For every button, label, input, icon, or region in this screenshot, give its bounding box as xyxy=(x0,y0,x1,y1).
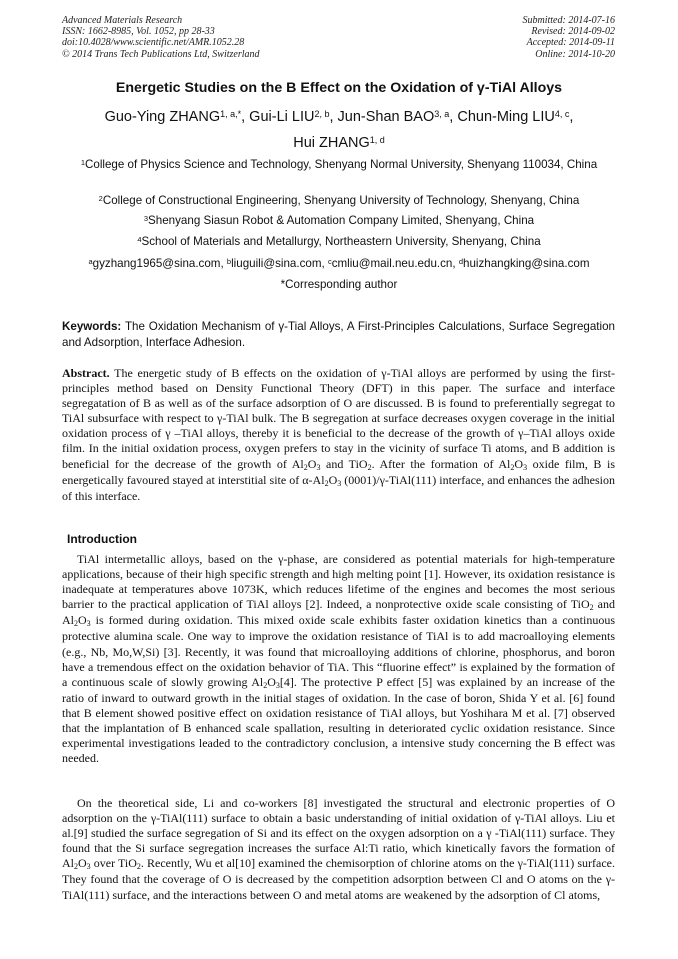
author-list xyxy=(40,104,638,156)
email-b[interactable]: liuguili@sina.com xyxy=(231,257,322,270)
author-2: Gui-Li LIU$^{2, b}$, xyxy=(249,109,338,125)
accepted-date: Accepted: 2014-09-11 xyxy=(526,37,615,49)
affiliation-1: $^1$College of Physics Science and Technology, Shenyang Normal University, Shenyang 110034, China xyxy=(80,158,598,171)
abstract-label: Abstract. xyxy=(62,366,110,380)
affiliation-4: $^4$School of Materials and Metallurgy, Northeastern University, Shenyang, China xyxy=(137,235,541,248)
email-a[interactable]: gyzhang1965@sina.com xyxy=(92,257,221,270)
email-c[interactable]: cmliu@mail.neu.edu.cn xyxy=(331,257,453,270)
introduction-heading: Introduction xyxy=(67,532,137,546)
revised-date: Revised: 2014-09-02 xyxy=(531,26,615,38)
submission-dates xyxy=(523,15,616,60)
email-list: $^a$gyzhang1965@sina.com, $^b$liuguili@sina.com, $^c$cmliu@mail.neu.edu.cn, $^d$huizhangking@sina.com xyxy=(88,257,590,270)
author-5: Hui ZHANG$^{1, d}$ xyxy=(293,135,385,151)
affiliation-2: $^2$College of Constructional Engineering, Shenyang University of Technology, Shenyang, China xyxy=(98,194,580,207)
email-d[interactable]: huizhangking@sina.com xyxy=(463,257,590,270)
journal-info xyxy=(62,15,260,60)
abstract xyxy=(62,366,615,504)
intro-paragraph-1: TiAl intermetallic alloys, based on the γ-phase, are considered as potential materials for high-temperature applications, because of their high specific strength and high melting point [1]. However, its oxidation resistance is inadequate at temperatures above 1073K, which reduces lifetime of the engines and becomes the most serious barrier to the practical application of TiAl alloys [2]. Indeed, a nonprotective oxide scale consisting of TiO$_2$ and $Al_2O_3$ is formed during oxidation. This mixed oxide scale exhibits faster oxidation kinetics than a continuous protective alumina scale. One way to improve the oxidation resistance of TiAl is to add macroalloying elements (e.g., Nb, Mo,W,Si) [3]. Recently, it was found that microalloying additions of chlorine, phosphorus, and boron have a tremendous effect on the oxidation behavior of TiA. This “fluorine effect” is explained by the formation of a continuous scale of slowly growing $Al_2O_3[4]$. The protective P effect [5] was explained by an increase of the ratio of inward to outward growth in the initial stages of oxidation. In the case of boron, Shida Y et al. [6] found that B element showed positive effect on oxidation resistance of TiAl alloys, but Yoshihara M et al. [7] observed that the implantation of B enhanced scale spallation, resulting in deteriorated cyclic oxidation resistance. Since experimental investigations leaded to the contradictory conclusion, a intensive study concerning the B effect was needed. xyxy=(62,552,616,766)
journal-name: Advanced Materials Research xyxy=(62,15,183,26)
keywords xyxy=(62,319,615,350)
doi-line: doi:10.4028/www.scientific.net/AMR.1052.28 xyxy=(62,37,245,49)
intro-paragraph-2: On the theoretical side, Li and co-workers [8] investigated the structural and electronic properties of O adsorption on the γ-TiAl(111) surface to obtain a basic understanding of initial oxidation of γ-TiAl alloys. Liu et al.[9] studied the surface segregation of Si and its effect on the oxygen adsorption on a γ -TiAl(111) surface. They found that the Si surface segregation increases the surface Al:Ti ratio, which kinetically favors the formation of $Al_2O_3$ over TiO$_2$. Recently, Wu et al[10] examined the chemisorption of chlorine atoms on the γ-TiAl(111) surface. They found that the coverage of O is decreased by the competition adsorption between Cl and O atoms on the γ-TiAl(111) surface, and the interactions between O and metal atoms are weakened by the adsorption of Cl atoms, xyxy=(62,796,615,902)
keywords-label: Keywords: xyxy=(62,320,122,333)
issn-line: ISSN: 1662-8985, Vol. 1052, pp 28-33 xyxy=(62,26,215,38)
author-3: Jun-Shan BAO$^{3, a}$, xyxy=(337,109,458,125)
affiliation-3: $^3$Shenyang Siasun Robot & Automation Company Limited, Shenyang, China xyxy=(143,214,535,227)
corresponding-author-note: *Corresponding author xyxy=(280,278,398,291)
paper-title: Energetic Studies on the B Effect on the Oxidation of γ-TiAl Alloys xyxy=(115,80,563,96)
submitted-date: Submitted: 2014-07-16 xyxy=(522,15,615,26)
keywords-text: The Oxidation Mechanism of γ-Tial Alloys, A First-Principles Calculations, Surface Segregation and Adsorption, Interface Adhesion. xyxy=(62,320,615,349)
copyright-line: © 2014 Trans Tech Publications Ltd, Switzerland xyxy=(62,48,260,60)
abstract-text: The energetic study of B effects on the oxidation of γ-TiAl alloys are performed by using the first-principles method based on Density Functional Theory (DFT) in this paper. The surface and interface segregatation of B as well as of the surface adsorption of O are discussed. B is found to preferentially segregat to TiAl subsurface with respect to γ-TiAl bulk. The B segregation at surface decreases oxygen coverage in the initial oxidation process of γ –TiAl alloys, thereby it is beneficial to the decrease of the growth of γ–TiAl alloys oxide film. In the initial oxidation process, oxygen prefers to stay in the vicinity of surface Ti atoms, and B addition is beneficial for the decrease of the growth of $Al_2O_3$ and TiO$_2$. After the formation of $Al_2O_3$ oxide film, B is energetically favoured stayed at interstitial site of $\alpha-Al_2O_3$ (0001)/γ-TiAl(111) interface, and enhances the adhesion of this interface. xyxy=(62,366,615,503)
author-1: Guo-Ying $ZHANG^{1, a,*}$, xyxy=(104,109,250,125)
author-4: Chun-Ming LIU$^{4, c}$, xyxy=(457,109,574,125)
online-date: Online: 2014-10-20 xyxy=(535,48,615,60)
